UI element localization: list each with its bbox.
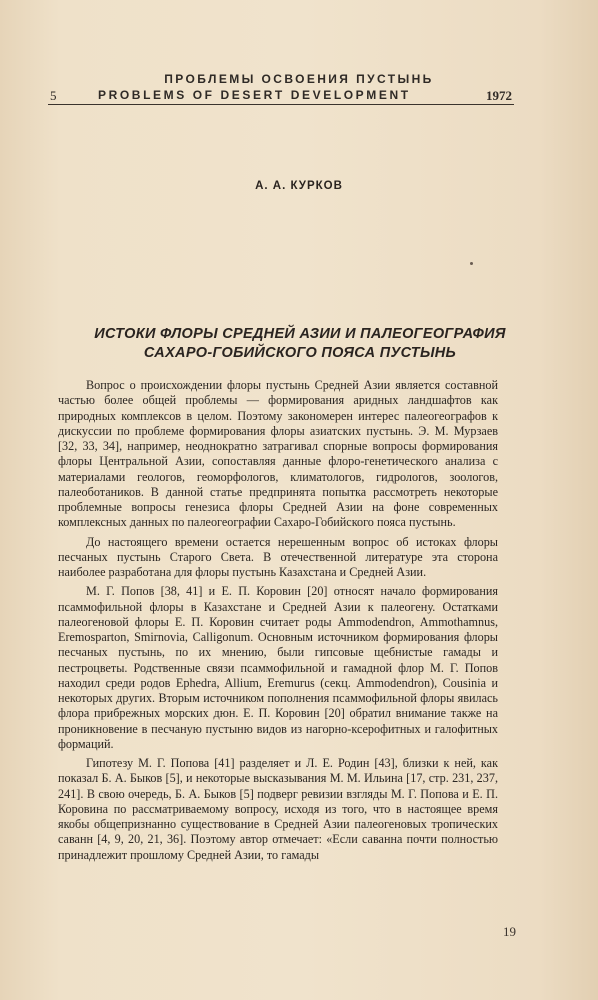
page-number: 19 — [503, 924, 516, 939]
journal-title-en: PROBLEMS OF DESERT DEVELOPMENT — [98, 88, 411, 102]
journal-title-ru: ПРОБЛЕМЫ ОСВОЕНИЯ ПУСТЫНЬ — [164, 72, 434, 86]
paragraph: До настоящего времени остается нерешенным вопрос об истоках флоры песчаных пустынь Старого Света. В отечественной литературе эта сторона наиболее разработана для флоры пустынь Казахстана и Средней Азии. — [58, 534, 498, 579]
author: А. А. КУРКОВ — [255, 180, 343, 192]
paragraph: М. Г. Попов [38, 41] и Е. П. Коровин [20] относят начало формирования псаммофильной флоры в Казахстане и Средней Азии к палеогену. Остатками палеогеновой флоры Е. П. Коровин считает роды Ammodendron, Ammothamnus, Eremosparton, Smirnovia, Calligonum. Основным источником формирования флоры песчаных пустынь, по их мнению, были гипсовые щебнистые гамады и пестроцветы. Родственные связи псаммофильной и гамадной флор М. Г. Попов находил среди родов Ephedra, Allium, Eremurus (секц. Ammodendron), Cousinia и некоторых других. Вторым источником пополнения псаммофильной флоры явилась флора прибрежных морских дюн. Е. П. Коровин [20] обратил внимание также на проникновение в песчаную пустыню видов из нагорно-ксерофитных и галофитных формаций. — [58, 584, 498, 751]
header-rule — [48, 104, 514, 105]
running-header — [50, 88, 512, 104]
article-title — [40, 325, 560, 363]
ink-speck — [470, 262, 473, 265]
paragraph: Вопрос о происхождении флоры пустынь Средней Азии является составной частью более общей проблемы — формирования аридных ландшафтов как природных комплексов в целом. Поэтому закономерен интерес палеогеографов к дискуссии по проблеме формирования флоры азиатских пустынь. Э. М. Мурзаев [32, 33, 34], например, неоднократно затрагивал спорные вопросы формирования флоры Центральной Азии, сопоставляя данные флоро-генетического анализа с материалами геологов, геоморфологов, климатологов, гидрологов, зоологов, палеоботаников. В данной статье предпринята попытка рассмотреть некоторые проблемные вопросы генезиса флоры Средней Азии на фоне современных комплексных данных по палеогеографии Сахаро-Гобийского пояса пустынь. — [58, 378, 498, 530]
issue-number: 5 — [50, 88, 57, 103]
article-body — [58, 378, 498, 867]
article-title-line-2: САХАРО-ГОБИЙСКОГО ПОЯСА ПУСТЫНЬ — [143, 345, 457, 361]
article-title-line-1: ИСТОКИ ФЛОРЫ СРЕДНЕЙ АЗИИ И ПАЛЕОГЕОГРАФИЯ — [94, 326, 506, 342]
paragraph: Гипотезу М. Г. Попова [41] разделяет и Л. Е. Родин [43], близки к ней, как показал Б. А. Быков [5], и некоторые высказывания М. М. Ильина [17, стр. 231, 237, 241]. В свою очередь, Б. А. Быков [5] подверг ревизии взгляды М. Г. Попова и Е. П. Коровина по рассматриваемому вопросу, исходя из того, что в настоящее время якобы общепризнанно существование в Средней Азии палеогеновых тропических саванн [4, 9, 20, 21, 36]. Поэтому автор отмечает: «Если саванна почти полностью принадлежит прошлому Средней Азии, то гамады — [58, 756, 498, 862]
year: 1972 — [486, 88, 512, 103]
